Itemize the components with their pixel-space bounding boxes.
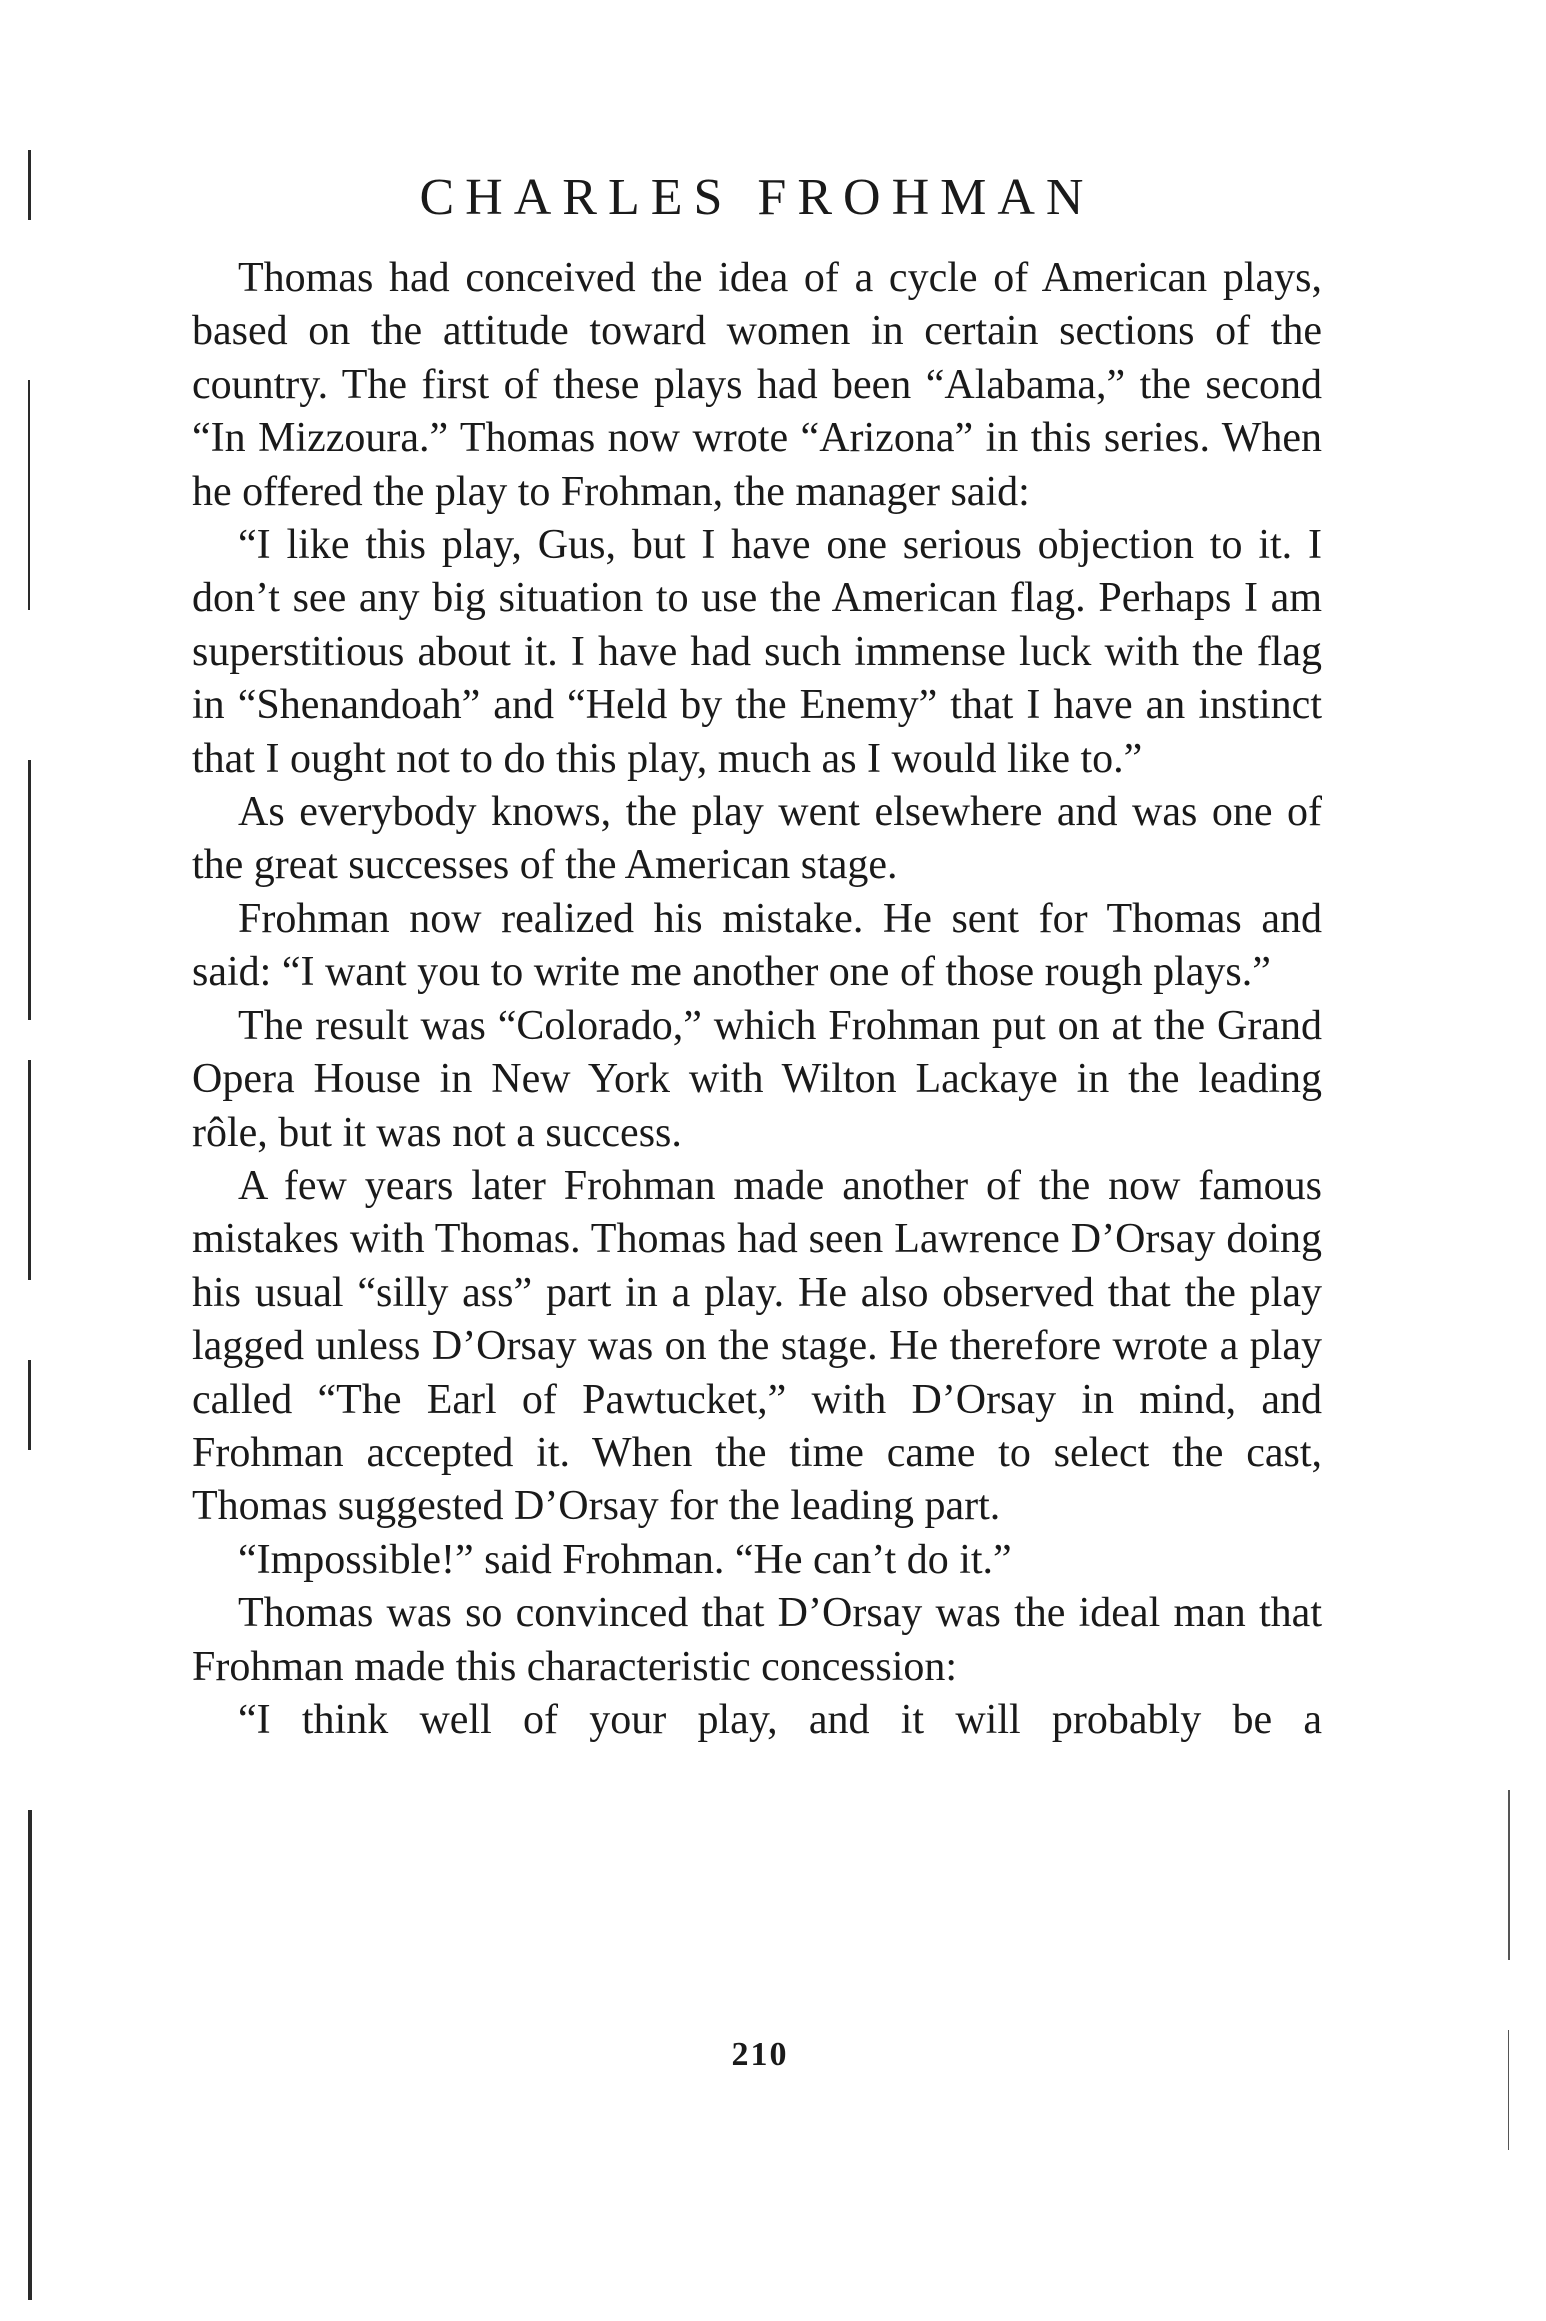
paragraph: Thomas was so convinced that D’Orsay was the ideal man that Frohman made this characteristic concession: bbox=[192, 1590, 1322, 1690]
running-head: CHARLES FROHMAN bbox=[419, 169, 1095, 226]
paragraph: The result was “Colorado,” which Frohman put on at the Grand Opera House in New York with Wilton Lackaye in the leading rôle, but it was not a success. bbox=[192, 1002, 1322, 1156]
scan-margin-mark bbox=[28, 1060, 31, 1280]
scan-margin-mark bbox=[28, 380, 30, 610]
paragraph: As everybody knows, the play went elsewhere and was one of the great successes of the American stage. bbox=[192, 789, 1322, 889]
scan-margin-mark bbox=[28, 1810, 32, 2300]
paragraph: A few years later Frohman made another of the now famous mistakes with Thomas. Thomas had seen Lawrence D’Orsay doing his usual “silly ass” part in a play. He also observed that the play lagged unless D’Orsay was on the stage. He therefore wrote a play called “The Earl of Pawtucket,” with D’Orsay in mind, and Frohman accepted it. When the time came to select the cast, Thomas suggested D’Orsay for the leading part. bbox=[192, 1162, 1322, 1530]
body-text bbox=[192, 252, 1322, 1747]
paragraph: Thomas had conceived the idea of a cycle of American plays, based on the attitude toward women in certain sections of the country. The first of these plays had been “Alabama,” the second “In Mizzoura.” Thomas now wrote “Arizona” in this series. When he offered the play to Frohman, the manager said: bbox=[192, 255, 1322, 515]
scan-margin-mark bbox=[28, 1360, 31, 1450]
scan-margin-mark bbox=[1508, 2030, 1509, 2150]
paragraph: “I like this play, Gus, but I have one serious objection to it. I don’t see any big situation to use the American flag. Perhaps I am superstitious about it. I have had such immense luck with the flag in “Shenandoah” and “Held by the Enemy” that I have an instinct that I ought not to do this play, much as I would like to.” bbox=[192, 522, 1322, 782]
scan-margin-mark bbox=[1508, 1790, 1510, 1960]
scan-margin-mark bbox=[28, 150, 31, 220]
paragraph: “Impossible!” said Frohman. “He can’t do it.” bbox=[238, 1536, 1012, 1583]
paragraph: Frohman now realized his mistake. He sent for Thomas and said: “I want you to write me another one of those rough plays.” bbox=[192, 895, 1322, 996]
page-number: 210 bbox=[731, 2036, 789, 2073]
paragraph: “I think well of your play, and it will probably be a bbox=[238, 1696, 1322, 1743]
scan-margin-mark bbox=[28, 760, 31, 1020]
